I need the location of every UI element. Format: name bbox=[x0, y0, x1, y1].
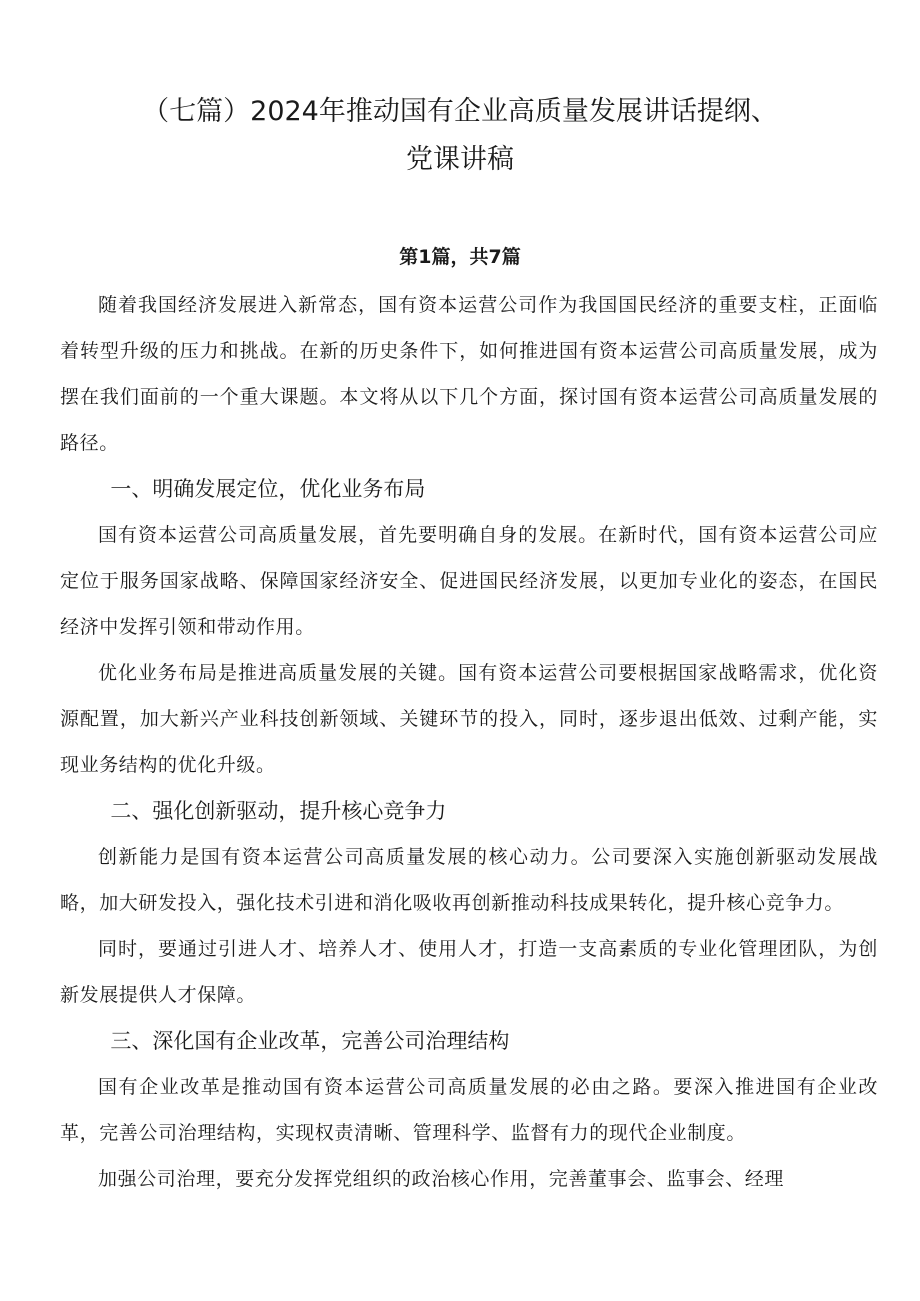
title-line-1: （七篇）2024年推动国有企业高质量发展讲话提纲、 bbox=[142, 96, 778, 127]
part-label: 第1篇，共7篇 bbox=[399, 246, 521, 268]
paragraph: 优化业务布局是推进高质量发展的关键。国有资本运营公司要根据国家战略需求，优化资源配置，加大新兴产业科技创新领域、关键环节的投入，同时，逐步退出低效、过剩产能，实现业务结构的优化升级。 bbox=[60, 662, 878, 776]
paragraph: 加强公司治理，要充分发挥党组织的政治核心作用，完善董事会、监事会、经理 bbox=[98, 1168, 785, 1190]
section-heading: 一、明确发展定位，优化业务布局 bbox=[110, 477, 426, 501]
document-title bbox=[90, 88, 830, 184]
document-body bbox=[60, 282, 878, 1202]
section-heading: 二、强化创新驱动，提升核心竞争力 bbox=[110, 799, 447, 823]
paragraph: 同时，要通过引进人才、培养人才、使用人才，打造一支高素质的专业化管理团队，为创新发展提供人才保障。 bbox=[60, 938, 878, 1006]
paragraph: 创新能力是国有资本运营公司高质量发展的核心动力。公司要深入实施创新驱动发展战略，加大研发投入，强化技术引进和消化吸收再创新推动科技成果转化，提升核心竞争力。 bbox=[60, 846, 878, 914]
section-heading: 三、深化国有企业改革，完善公司治理结构 bbox=[110, 1029, 510, 1053]
title-line-2: 党课讲稿 bbox=[406, 144, 514, 175]
paragraph: 随着我国经济发展进入新常态，国有资本运营公司作为我国国民经济的重要支柱，正面临着转型升级的压力和挑战。在新的历史条件下，如何推进国有资本运营公司高质量发展，成为摆在我们面前的一个重大课题。本文将从以下几个方面，探讨国有资本运营公司高质量发展的路径。 bbox=[60, 294, 878, 454]
paragraph: 国有资本运营公司高质量发展，首先要明确自身的发展。在新时代，国有资本运营公司应定位于服务国家战略、保障国家经济安全、促进国民经济发展，以更加专业化的姿态，在国民经济中发挥引领和带动作用。 bbox=[60, 524, 878, 638]
paragraph: 国有企业改革是推动国有资本运营公司高质量发展的必由之路。要深入推进国有企业改革，完善公司治理结构，实现权责清晰、管理科学、监督有力的现代企业制度。 bbox=[60, 1076, 878, 1144]
